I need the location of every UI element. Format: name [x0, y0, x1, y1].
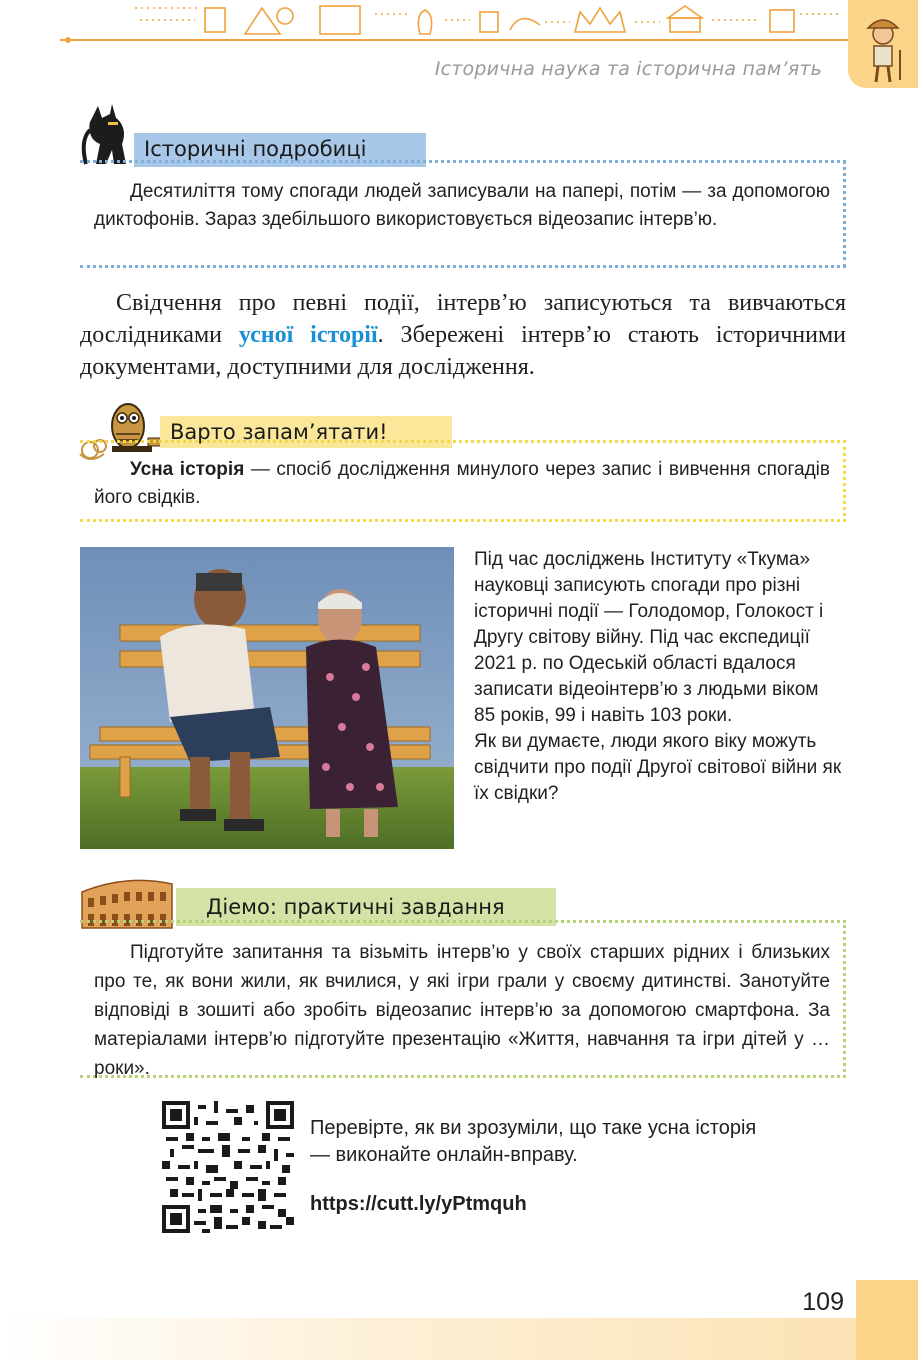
- box-details-title: Історичні подробиці: [134, 133, 426, 167]
- term-oral-history: усної історії: [238, 322, 378, 348]
- bottom-band: [0, 1318, 918, 1360]
- photo-caption-question: Як ви думаєте, люди якого віку можуть свідчити про події Другої світової війни як їх свідки?: [474, 731, 842, 804]
- box-details-text: Десятиліття тому спогади людей записували на папері, потім — за допомогою диктофонів. Зараз здебільшого використовується відеозапис інтерв’ю.: [94, 181, 830, 230]
- box-remember-definition: — спосіб дослідження минулого через запис і вивчення спогадів його свідків.: [94, 459, 830, 508]
- photo-caption-text: Під час досліджень Інституту «Ткума» науковці записують спогади про різні історичні події — Голодомор, Голокост і Другу світову війну. Під час експедиції 2021 р. по Одеській області вдалося записати відеоінтерв’ю з людьми віком 85 років, 99 і навіть 103 роки.: [474, 549, 824, 726]
- explorer-icon: [848, 0, 918, 88]
- page-number-tab: [856, 1280, 918, 1360]
- running-head: Історична наука та історична пам’ять: [434, 58, 822, 80]
- top-decoration-band: [0, 0, 918, 50]
- box-tasks-text: Підготуйте запитання та візьміть інтерв’ю у своїх старших рідних і близьких про те, як вони жили, як вчилися, у які ігри грали у своєму дитинстві. Занотуйте відповіді в зошиті або зробіть відеозапис інтерв’ю за допомогою смартфона. За матеріалами інтерв’ю підготуйте презентацію «Життя, навчання та ігри дітей у … роки».: [94, 942, 830, 1079]
- corner-tab: [848, 0, 918, 88]
- photo-interview: [80, 547, 454, 849]
- main-paragraph-start: Свідчення про певні події, інтерв’ю записуються та вивчаються дослідниками: [80, 290, 846, 348]
- main-paragraph-end: . Збережені інтерв’ю стають історичними документами, доступними для дослідження.: [80, 322, 847, 380]
- box-remember-term: Усна історія: [130, 459, 245, 480]
- cat-icon: [80, 100, 135, 168]
- box-remember-title: Варто запам’ятати!: [160, 416, 452, 448]
- page-number: 109: [802, 1288, 844, 1316]
- box-tasks-title: Діемо: практичні завдання: [176, 888, 556, 926]
- main-paragraph: [80, 287, 846, 383]
- online-exercise-text: Перевірте, як ви зрозуміли, що таке усна історія — виконайте онлайн-вправу.: [310, 1117, 757, 1166]
- online-exercise-link[interactable]: https://cutt.ly/yPtmquh: [310, 1193, 527, 1215]
- box-remember-text: [94, 456, 830, 512]
- qr-code[interactable]: [162, 1101, 294, 1233]
- photo-caption: [474, 547, 844, 807]
